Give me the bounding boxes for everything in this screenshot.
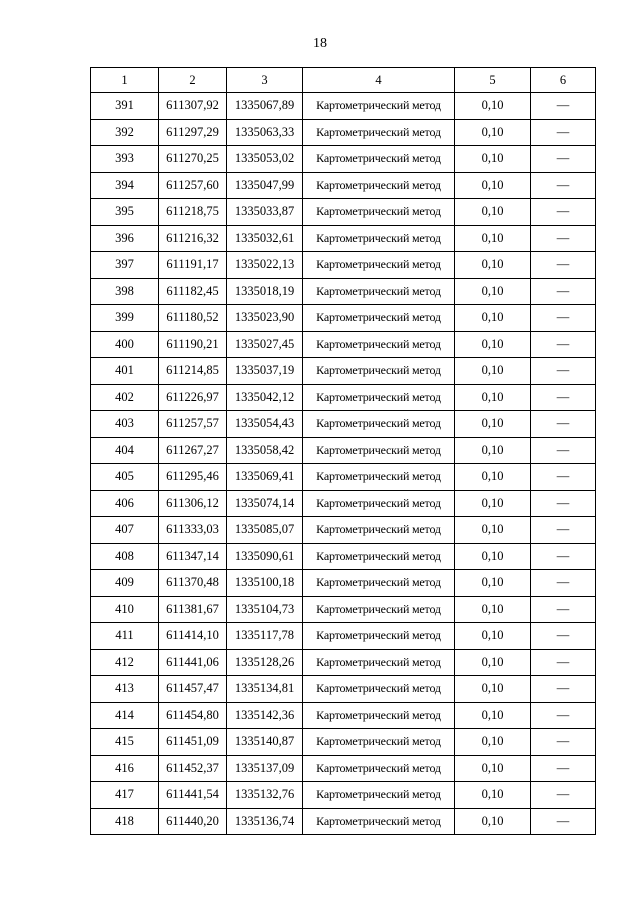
column-header: 6 xyxy=(531,68,596,93)
y-coordinate-cell: 1335140,87 xyxy=(227,729,303,756)
point-number-cell: 405 xyxy=(91,464,159,491)
x-coordinate-cell: 611226,97 xyxy=(159,384,227,411)
method-cell: Картометрический метод xyxy=(303,384,455,411)
table-row xyxy=(91,119,596,146)
description-cell: — xyxy=(531,199,596,226)
method-cell: Картометрический метод xyxy=(303,93,455,120)
accuracy-cell: 0,10 xyxy=(455,172,531,199)
table-row xyxy=(91,172,596,199)
method-cell: Картометрический метод xyxy=(303,729,455,756)
accuracy-cell: 0,10 xyxy=(455,384,531,411)
table-row xyxy=(91,146,596,173)
point-number-cell: 394 xyxy=(91,172,159,199)
description-cell: — xyxy=(531,623,596,650)
x-coordinate-cell: 611451,09 xyxy=(159,729,227,756)
point-number-cell: 397 xyxy=(91,252,159,279)
point-number-cell: 404 xyxy=(91,437,159,464)
x-coordinate-cell: 611295,46 xyxy=(159,464,227,491)
table-row xyxy=(91,252,596,279)
method-cell: Картометрический метод xyxy=(303,305,455,332)
description-cell: — xyxy=(531,278,596,305)
x-coordinate-cell: 611182,45 xyxy=(159,278,227,305)
method-cell: Картометрический метод xyxy=(303,358,455,385)
description-cell: — xyxy=(531,411,596,438)
accuracy-cell: 0,10 xyxy=(455,543,531,570)
description-cell: — xyxy=(531,517,596,544)
description-cell: — xyxy=(531,384,596,411)
y-coordinate-cell: 1335054,43 xyxy=(227,411,303,438)
point-number-cell: 410 xyxy=(91,596,159,623)
y-coordinate-cell: 1335100,18 xyxy=(227,570,303,597)
table-row xyxy=(91,517,596,544)
y-coordinate-cell: 1335047,99 xyxy=(227,172,303,199)
method-cell: Картометрический метод xyxy=(303,623,455,650)
method-cell: Картометрический метод xyxy=(303,808,455,835)
table-header-row xyxy=(91,68,596,93)
y-coordinate-cell: 1335042,12 xyxy=(227,384,303,411)
x-coordinate-cell: 611441,06 xyxy=(159,649,227,676)
point-number-cell: 399 xyxy=(91,305,159,332)
point-number-cell: 406 xyxy=(91,490,159,517)
point-number-cell: 407 xyxy=(91,517,159,544)
column-header: 5 xyxy=(455,68,531,93)
table-row xyxy=(91,570,596,597)
table-row xyxy=(91,676,596,703)
description-cell: — xyxy=(531,358,596,385)
description-cell: — xyxy=(531,543,596,570)
y-coordinate-cell: 1335018,19 xyxy=(227,278,303,305)
y-coordinate-cell: 1335053,02 xyxy=(227,146,303,173)
point-number-cell: 418 xyxy=(91,808,159,835)
description-cell: — xyxy=(531,172,596,199)
accuracy-cell: 0,10 xyxy=(455,93,531,120)
method-cell: Картометрический метод xyxy=(303,252,455,279)
table-row xyxy=(91,649,596,676)
table-row xyxy=(91,808,596,835)
x-coordinate-cell: 611441,54 xyxy=(159,782,227,809)
column-header: 1 xyxy=(91,68,159,93)
method-cell: Картометрический метод xyxy=(303,464,455,491)
point-number-cell: 413 xyxy=(91,676,159,703)
y-coordinate-cell: 1335037,19 xyxy=(227,358,303,385)
table-row xyxy=(91,278,596,305)
y-coordinate-cell: 1335085,07 xyxy=(227,517,303,544)
table-row xyxy=(91,755,596,782)
y-coordinate-cell: 1335032,61 xyxy=(227,225,303,252)
x-coordinate-cell: 611347,14 xyxy=(159,543,227,570)
description-cell: — xyxy=(531,570,596,597)
y-coordinate-cell: 1335134,81 xyxy=(227,676,303,703)
x-coordinate-cell: 611457,47 xyxy=(159,676,227,703)
accuracy-cell: 0,10 xyxy=(455,623,531,650)
point-number-cell: 417 xyxy=(91,782,159,809)
accuracy-cell: 0,10 xyxy=(455,702,531,729)
method-cell: Картометрический метод xyxy=(303,596,455,623)
table-row xyxy=(91,331,596,358)
point-number-cell: 409 xyxy=(91,570,159,597)
table-row xyxy=(91,358,596,385)
accuracy-cell: 0,10 xyxy=(455,649,531,676)
table-body xyxy=(91,93,596,835)
description-cell: — xyxy=(531,808,596,835)
description-cell: — xyxy=(531,252,596,279)
x-coordinate-cell: 611333,03 xyxy=(159,517,227,544)
description-cell: — xyxy=(531,305,596,332)
table-row xyxy=(91,490,596,517)
table-row xyxy=(91,464,596,491)
description-cell: — xyxy=(531,93,596,120)
description-cell: — xyxy=(531,596,596,623)
y-coordinate-cell: 1335067,89 xyxy=(227,93,303,120)
method-cell: Картометрический метод xyxy=(303,782,455,809)
y-coordinate-cell: 1335033,87 xyxy=(227,199,303,226)
accuracy-cell: 0,10 xyxy=(455,278,531,305)
point-number-cell: 396 xyxy=(91,225,159,252)
y-coordinate-cell: 1335027,45 xyxy=(227,331,303,358)
point-number-cell: 391 xyxy=(91,93,159,120)
y-coordinate-cell: 1335023,90 xyxy=(227,305,303,332)
table-row xyxy=(91,305,596,332)
method-cell: Картометрический метод xyxy=(303,146,455,173)
method-cell: Картометрический метод xyxy=(303,543,455,570)
accuracy-cell: 0,10 xyxy=(455,729,531,756)
accuracy-cell: 0,10 xyxy=(455,808,531,835)
table-row xyxy=(91,437,596,464)
table-row xyxy=(91,384,596,411)
x-coordinate-cell: 611370,48 xyxy=(159,570,227,597)
y-coordinate-cell: 1335117,78 xyxy=(227,623,303,650)
description-cell: — xyxy=(531,676,596,703)
accuracy-cell: 0,10 xyxy=(455,570,531,597)
y-coordinate-cell: 1335090,61 xyxy=(227,543,303,570)
description-cell: — xyxy=(531,782,596,809)
coordinates-table xyxy=(90,67,596,835)
point-number-cell: 403 xyxy=(91,411,159,438)
y-coordinate-cell: 1335136,74 xyxy=(227,808,303,835)
x-coordinate-cell: 611191,17 xyxy=(159,252,227,279)
x-coordinate-cell: 611452,37 xyxy=(159,755,227,782)
description-cell: — xyxy=(531,119,596,146)
table-row xyxy=(91,729,596,756)
accuracy-cell: 0,10 xyxy=(455,782,531,809)
point-number-cell: 401 xyxy=(91,358,159,385)
point-number-cell: 395 xyxy=(91,199,159,226)
method-cell: Картометрический метод xyxy=(303,278,455,305)
point-number-cell: 411 xyxy=(91,623,159,650)
table-row xyxy=(91,782,596,809)
point-number-cell: 392 xyxy=(91,119,159,146)
x-coordinate-cell: 611306,12 xyxy=(159,490,227,517)
x-coordinate-cell: 611440,20 xyxy=(159,808,227,835)
x-coordinate-cell: 611216,32 xyxy=(159,225,227,252)
table-row xyxy=(91,225,596,252)
description-cell: — xyxy=(531,490,596,517)
column-header: 2 xyxy=(159,68,227,93)
method-cell: Картометрический метод xyxy=(303,225,455,252)
x-coordinate-cell: 611454,80 xyxy=(159,702,227,729)
accuracy-cell: 0,10 xyxy=(455,146,531,173)
y-coordinate-cell: 1335069,41 xyxy=(227,464,303,491)
accuracy-cell: 0,10 xyxy=(455,199,531,226)
accuracy-cell: 0,10 xyxy=(455,676,531,703)
x-coordinate-cell: 611267,27 xyxy=(159,437,227,464)
accuracy-cell: 0,10 xyxy=(455,437,531,464)
description-cell: — xyxy=(531,437,596,464)
accuracy-cell: 0,10 xyxy=(455,490,531,517)
x-coordinate-cell: 611307,92 xyxy=(159,93,227,120)
table-row xyxy=(91,623,596,650)
description-cell: — xyxy=(531,225,596,252)
accuracy-cell: 0,10 xyxy=(455,517,531,544)
point-number-cell: 408 xyxy=(91,543,159,570)
description-cell: — xyxy=(531,331,596,358)
x-coordinate-cell: 611257,57 xyxy=(159,411,227,438)
method-cell: Картометрический метод xyxy=(303,755,455,782)
y-coordinate-cell: 1335128,26 xyxy=(227,649,303,676)
point-number-cell: 414 xyxy=(91,702,159,729)
point-number-cell: 415 xyxy=(91,729,159,756)
description-cell: — xyxy=(531,146,596,173)
y-coordinate-cell: 1335132,76 xyxy=(227,782,303,809)
point-number-cell: 393 xyxy=(91,146,159,173)
y-coordinate-cell: 1335022,13 xyxy=(227,252,303,279)
point-number-cell: 416 xyxy=(91,755,159,782)
y-coordinate-cell: 1335104,73 xyxy=(227,596,303,623)
method-cell: Картометрический метод xyxy=(303,119,455,146)
method-cell: Картометрический метод xyxy=(303,411,455,438)
method-cell: Картометрический метод xyxy=(303,331,455,358)
method-cell: Картометрический метод xyxy=(303,649,455,676)
accuracy-cell: 0,10 xyxy=(455,755,531,782)
x-coordinate-cell: 611190,21 xyxy=(159,331,227,358)
accuracy-cell: 0,10 xyxy=(455,305,531,332)
y-coordinate-cell: 1335142,36 xyxy=(227,702,303,729)
method-cell: Картометрический метод xyxy=(303,570,455,597)
x-coordinate-cell: 611270,25 xyxy=(159,146,227,173)
accuracy-cell: 0,10 xyxy=(455,358,531,385)
x-coordinate-cell: 611214,85 xyxy=(159,358,227,385)
method-cell: Картометрический метод xyxy=(303,702,455,729)
page-number: 18 xyxy=(313,36,327,51)
description-cell: — xyxy=(531,464,596,491)
x-coordinate-cell: 611414,10 xyxy=(159,623,227,650)
method-cell: Картометрический метод xyxy=(303,199,455,226)
x-coordinate-cell: 611257,60 xyxy=(159,172,227,199)
accuracy-cell: 0,10 xyxy=(455,464,531,491)
x-coordinate-cell: 611381,67 xyxy=(159,596,227,623)
y-coordinate-cell: 1335074,14 xyxy=(227,490,303,517)
method-cell: Картометрический метод xyxy=(303,172,455,199)
accuracy-cell: 0,10 xyxy=(455,119,531,146)
method-cell: Картометрический метод xyxy=(303,490,455,517)
accuracy-cell: 0,10 xyxy=(455,225,531,252)
x-coordinate-cell: 611180,52 xyxy=(159,305,227,332)
table-row xyxy=(91,93,596,120)
accuracy-cell: 0,10 xyxy=(455,252,531,279)
x-coordinate-cell: 611297,29 xyxy=(159,119,227,146)
x-coordinate-cell: 611218,75 xyxy=(159,199,227,226)
point-number-cell: 398 xyxy=(91,278,159,305)
description-cell: — xyxy=(531,755,596,782)
table-row xyxy=(91,702,596,729)
description-cell: — xyxy=(531,649,596,676)
method-cell: Картометрический метод xyxy=(303,517,455,544)
y-coordinate-cell: 1335058,42 xyxy=(227,437,303,464)
y-coordinate-cell: 1335063,33 xyxy=(227,119,303,146)
accuracy-cell: 0,10 xyxy=(455,596,531,623)
y-coordinate-cell: 1335137,09 xyxy=(227,755,303,782)
accuracy-cell: 0,10 xyxy=(455,331,531,358)
table-row xyxy=(91,543,596,570)
table-row xyxy=(91,596,596,623)
accuracy-cell: 0,10 xyxy=(455,411,531,438)
method-cell: Картометрический метод xyxy=(303,676,455,703)
table-row xyxy=(91,199,596,226)
table-row xyxy=(91,411,596,438)
description-cell: — xyxy=(531,702,596,729)
column-header: 3 xyxy=(227,68,303,93)
point-number-cell: 402 xyxy=(91,384,159,411)
column-header: 4 xyxy=(303,68,455,93)
point-number-cell: 400 xyxy=(91,331,159,358)
method-cell: Картометрический метод xyxy=(303,437,455,464)
point-number-cell: 412 xyxy=(91,649,159,676)
description-cell: — xyxy=(531,729,596,756)
